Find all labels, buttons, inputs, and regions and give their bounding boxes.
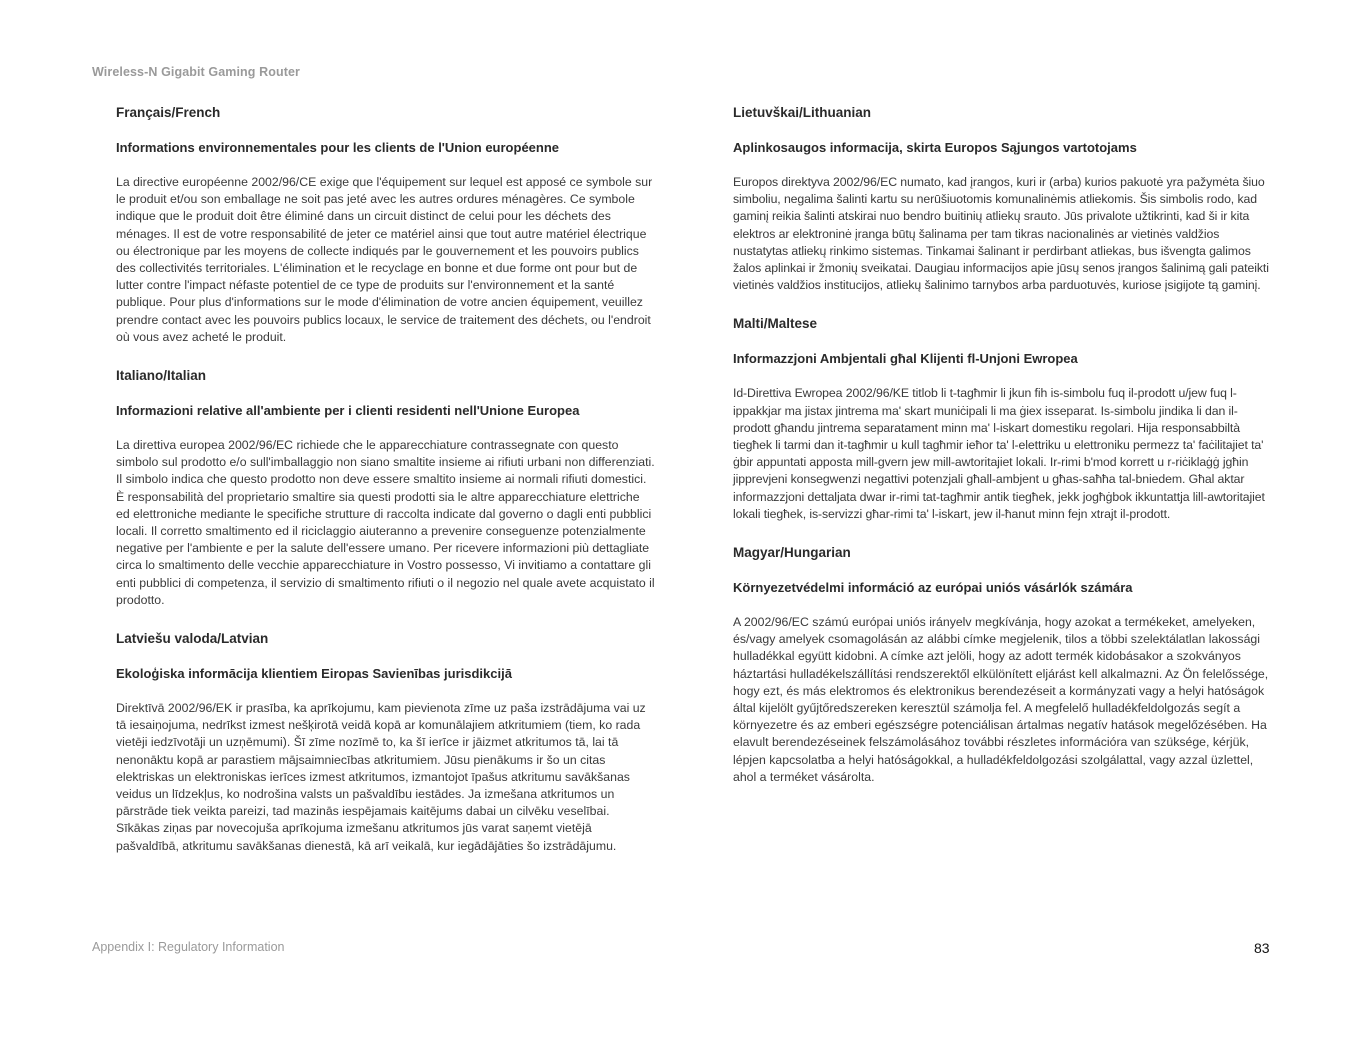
section-body: Id-Direttiva Ewropea 2002/96/KE titlob li t-tagħmir li jkun fih is-simbolu fuq il-prodott u/jew fuq l-ippakkjar ma jistax jintrema ma' skart muniċipali li ma ġiex isseparat. Is-simbolu jindika li dan il-prodott għandu jintrema separatament minn ma' l-iskart domestiku regolari. Hija responsabbiltà tiegħek li tarmi dan it-tagħmir u kull tagħmir ieħor ta' l-elettriku u elettroniku permezz ta' faċilitajiet ta' ġbir appuntati apposta mill-gvern jew mill-awtoritajiet lokali. Ir-rimi b'mod korrett u r-riċiklaġġ jgħin jipprevjeni konsegwenzi negattivi potenzjali għall-ambjent u għas-saħħa tal-bniedem. Għal aktar informazzjoni dettaljata dwar ir-rimi tat-tagħmir antik tiegħek, jekk jogħġbok ikkuntattja lill-awtoritajiet lokali tiegħek, is-servizzi għar-rimi ta' l-iskart, jew il-ħanut minn fejn xtrajt il-prodott. [733,386,1265,521]
language-title: Français/French [116,105,221,120]
section-lithuanian [733,104,1273,294]
section-body: A 2002/96/EC számú európai uniós irányelv megkívánja, hogy azokat a termékeket, amelyeken, és/vagy amelyek csomagolásán az alábbi címke megjelenik, tilos a többi szelektálatlan lakossági hulladékkal együtt kidobni. A címke azt jelöli, hogy az adott termék kidobásakor a szokványos háztartási hulladékelszállítási rendszerektől elkülönített eljárást kell alkalmazni. Az Ön felelőssége, hogy ezt, és más elektromos és elektronikus berendezéseit a kormányzati vagy a helyi hatóságok által kijelölt gyűjtőredszereken keresztül számolja fel. A megfelelő hulladékfeldolgozás segít a környezetre és az emberi egészségre potenciálisan ártalmas negatív hatások megelőzésében. Ha elavult berendezéseinek felszámolásához további részletes információra van szüksége, kérjük, lépjen kapcsolatba a helyi hatóságokkal, a hulladékfeldolgozási szolgálattal, vagy azzal üzlettel, ahol a terméket vásárolta. [733,615,1269,784]
left-column [116,104,656,855]
section-hungarian [733,544,1273,786]
language-title: Lietuvškai/Lithuanian [733,105,872,120]
language-title: Malti/Maltese [733,316,818,332]
footer-section-label: Appendix I: Regulatory Information [92,940,285,954]
section-heading: Környezetvédelmi információ az európai uniós vásárlók számára [733,580,1133,596]
section-maltese [733,315,1273,523]
language-title: Magyar/Hungarian [733,545,851,561]
section-body: Europos direktyva 2002/96/EC numato, kad įrangos, kuri ir (arba) kurios pakuotė yra pažymėta šiuo simboliu, negalima šalinti kartu su nerūšiuotomis komunalinėmis atliekomis. Šis simbolis rodo, kad gaminį reikia šalinti atskirai nuo bendro buitinių atliekų srauto. Jūs privalote užtikrinti, kad ši ir kita elektros ar elektroninė įranga būtų šalinama per tam tikras nacionalinės ar vietinės valdžios nustatytas atliekų rinkimo sistemas. Tinkamai šalinant ir perdirbant atliekas, bus išvengta galimos žalos aplinkai ir žmonių sveikatai. Daugiau informacijos apie jūsų senos įrangos šalinimą gali pateikti vietinės valdžios institucijos, atliekų šalinimo tarnybos arba parduotuvės, kuriose įsigijote tą gaminį. [733,175,1269,293]
section-french [116,104,656,346]
section-heading: Aplinkosaugos informacija, skirta Europos Sąjungos vartotojams [733,140,1137,155]
section-heading: Ekoloģiska informācija klientiem Eiropas Savienības jurisdikcijā [116,666,512,682]
section-heading: Informazioni relative all'ambiente per i clienti residenti nell'Unione Europea [116,403,580,419]
section-latvian [116,630,656,855]
section-heading: Informations environnementales pour les clients de l'Union européenne [116,140,560,155]
section-heading: Informazzjoni Ambjentali għal Klijenti fl-Unjoni Ewropea [733,351,1078,367]
page-number: 83 [1254,940,1270,956]
language-title: Latviešu valoda/Latvian [116,631,269,647]
right-column [733,104,1273,786]
section-body: La direttiva europea 2002/96/EC richiede che le apparecchiature contrassegnate con questo simbolo sul prodotto e/o sull'imballaggio non siano smaltite insieme ai rifiuti urbani non differenziati. Il simbolo indica che questo prodotto non deve essere smaltito insieme ai normali rifiuti domestici. È responsabilità del proprietario smaltire sia questi prodotti sia le altre apparecchiature elettriche ed elettroniche mediante le specifiche strutture di raccolta indicate dal governo o dagli enti pubblici locali. Il corretto smaltimento ed il riciclaggio aiuteranno a prevenire conseguenze potenzialmente negative per l'ambiente e per la salute dell'essere umano. Per ricevere informazioni più dettagliate circa lo smaltimento delle vecchie apparecchiature in Vostro possesso, Vi invitiamo a contattare gli enti pubblici di competenza, il servizio di smaltimento rifiuti o il negozio nel quale avete acquistato il prodotto. [116,438,655,607]
section-body: La directive européenne 2002/96/CE exige que l'équipement sur lequel est apposé ce symbole sur le produit et/ou son emballage ne soit pas jeté avec les autres ordures ménagères. Ce symbole indique que le produit doit être éliminé dans un circuit distinct de celui pour les déchets des ménages. Il est de votre responsabilité de jeter ce matériel ainsi que tout autre matériel électrique ou électronique par les moyens de collecte indiqués par le gouvernement et les pouvoirs publics des collectivités territoriales. L'élimination et le recyclage en bonne et due forme ont pour but de lutter contre l'impact néfaste potentiel de ce type de produits sur l'environnement et la santé publique. Pour plus d'informations sur le mode d'élimination de votre ancien équipement, veuillez prendre contact avec les pouvoirs publics locaux, le service de traitement des déchets, ou l'endroit où vous avez acheté le produit. [116,175,653,344]
section-body: Direktīvā 2002/96/EK ir prasība, ka aprīkojumu, kam pievienota zīme uz paša izstrādājuma vai uz tā iesaiņojuma, nedrīkst izmest nešķirotā veidā kopā ar komunālajiem atkritumiem (tiem, ko rada vietēji iedzīvotāji un uzņēmumi). Šī zīme nozīmē to, ka šī ierīce ir jāizmet atkritumos tā, lai tā nenonāktu kopā ar parastiem mājsaimniecības atkritumiem. Jūsu pienākums ir šo un citas elektriskas un elektroniskas ierīces izmest atkritumos, izmantojot īpašus atkritumu savākšanas veidus un līdzekļus, ko nodrošina valsts un pašvaldību iestādes. Ja izmešana atkritumos un pārstrāde tiek veikta pareizi, tad mazinās iespējamais kaitējums dabai un cilvēku veselībai. Sīkākas ziņas par novecojuša aprīkojuma izmešanu atkritumos jūs varat saņemt vietējā pašvaldībā, atkritumu savākšanas dienestā, kā arī veikalā, kur iegādājāties šo izstrādājumu. [116,701,646,853]
language-title: Italiano/Italian [116,368,207,384]
section-italian [116,367,656,609]
document-header-title: Wireless-N Gigabit Gaming Router [92,65,300,79]
